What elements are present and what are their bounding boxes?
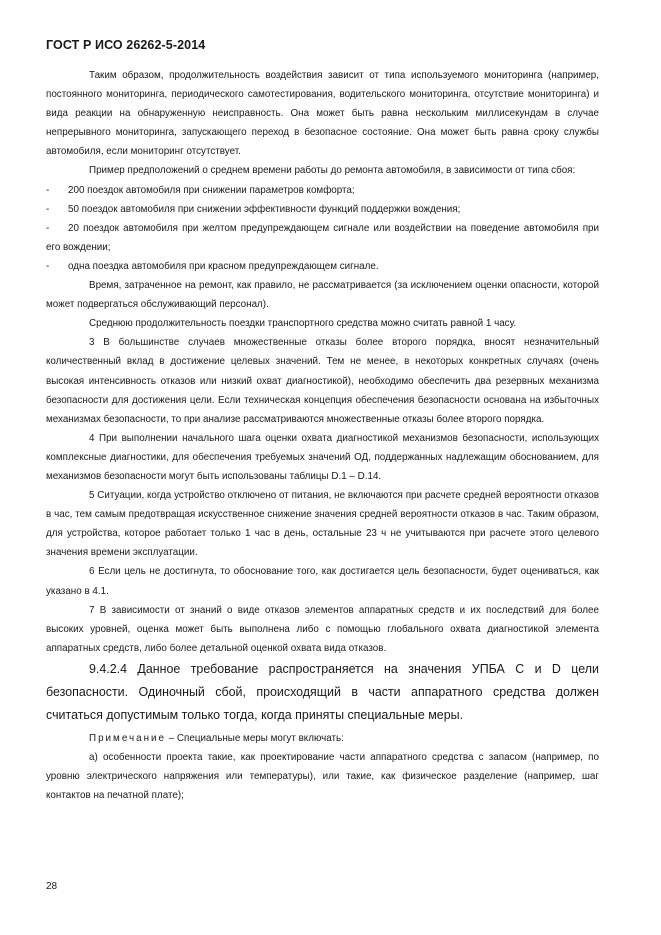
paragraph: Время, затраченное на ремонт, как правило, не рассматривается (за исключением оценки опасности, которой может подвергаться обслуживающий персонал). [46, 280, 599, 311]
note-paragraph: 6 Если цель не достигнута, то обоснование того, как достигается цель безопасности, будет оцениваться, как указано в 4.1. [46, 566, 599, 597]
paragraph: Таким образом, продолжительность воздействия зависит от типа используемого мониторинга (например, постоянного мониторинга, периодического самотестирования, водительского мониторинга, отсутствие мониторинга) и вида реакции на обнаруженную неисправность. Она может быть равна нескольким миллисекундам в случае непрерывного мониторинга, запускающего переход в безопасное состояние. Она может быть равна сроку службы автомобиля, если мониторинг отсутствует. [46, 70, 599, 158]
list-item [46, 200, 599, 219]
list-item-text: 50 поездок автомобиля при снижении эффективности функций поддержки вождения; [68, 203, 461, 215]
paragraph: а) особенности проекта такие, как проектирование части аппаратного средства с запасом (например, по уровню электрического напряжения или температуры), или такие, как физическое разделение (например, шаг контактов на печатной плате); [46, 751, 599, 801]
list-item [46, 257, 599, 276]
note-label: Примечание [89, 732, 166, 744]
list-item [46, 181, 599, 200]
note-paragraph: 4 При выполнении начального шага оценки охвата диагностикой механизмов безопасности, использующих комплексные диагностики, для обеспечения требуемых значений ОД, поддержанных надлежащим обоснованием, для механизмов безопасности могут быть использованы таблицы D.1 – D.14. [46, 432, 599, 482]
page-number: 28 [46, 881, 58, 892]
list-dash: - [46, 184, 50, 196]
note-line [46, 729, 599, 748]
list-dash: - [46, 203, 50, 215]
note-paragraph: 7 В зависимости от знаний о виде отказов элементов аппаратных средств и их последствий для более высоких уровней, оценка может быть выполнена либо с помощью глобального охвата диагностикой элемента аппаратных средств, либо более детальной оценкой охвата вида отказов. [46, 604, 599, 654]
list-item-text: 20 поездок автомобиля при желтом предупреждающем сигнале или воздействии на поведение автомобиля при его вождении; [46, 222, 599, 253]
document-body [46, 66, 599, 805]
list-item [46, 219, 599, 257]
paragraph: Пример предположений о среднем времени работы до ремонта автомобиля, в зависимости от типа сбоя: [89, 165, 576, 177]
note-paragraph: 3 В большинстве случаев множественные отказы более второго порядка, вносят незначительный количественный вклад в достижение целевых значений. Тем не менее, в некоторых конкретных случаях (очень высокая интенсивность отказов или низкий охват диагностикой), необходимо обеспечить два резервных механизма безопасности для достижения цели. Если техническая концепция обеспечения безопасности основана на избыточных механизмах безопасности, то при анализе рассматриваются множественные отказы более второго порядка. [46, 337, 599, 425]
list-item-text: 200 поездок автомобиля при снижении параметров комфорта; [68, 184, 355, 196]
paragraph: Среднюю продолжительность поездки транспортного средства можно считать равной 1 часу. [89, 318, 517, 330]
list-dash: - [46, 222, 50, 234]
note-text: – Специальные меры могут включать: [165, 732, 344, 744]
note-paragraph: 5 Ситуации, когда устройство отключено от питания, не включаются при расчете средней вероятности отказов в час, тем самым предотвращая искусственное снижение значения средней вероятности отказов в час. Таким образом, для устройства, которое работает только 1 час в день, остальные 23 ч не учитываются при расчете этого целевого значения времени эксплуатации. [46, 490, 599, 559]
requirement-paragraph: 9.4.2.4 Данное требование распространяется на значения УПБА C и D цели безопасности. Одиночный сбой, происходящий в части аппаратного средства должен считаться допустимым только тогда, когда приняты специальные меры. [46, 661, 599, 723]
list-dash: - [46, 260, 50, 272]
document-header: ГОСТ Р ИСО 26262-5-2014 [46, 38, 206, 52]
list-item-text: одна поездка автомобиля при красном предупреждающем сигнале. [68, 260, 379, 272]
